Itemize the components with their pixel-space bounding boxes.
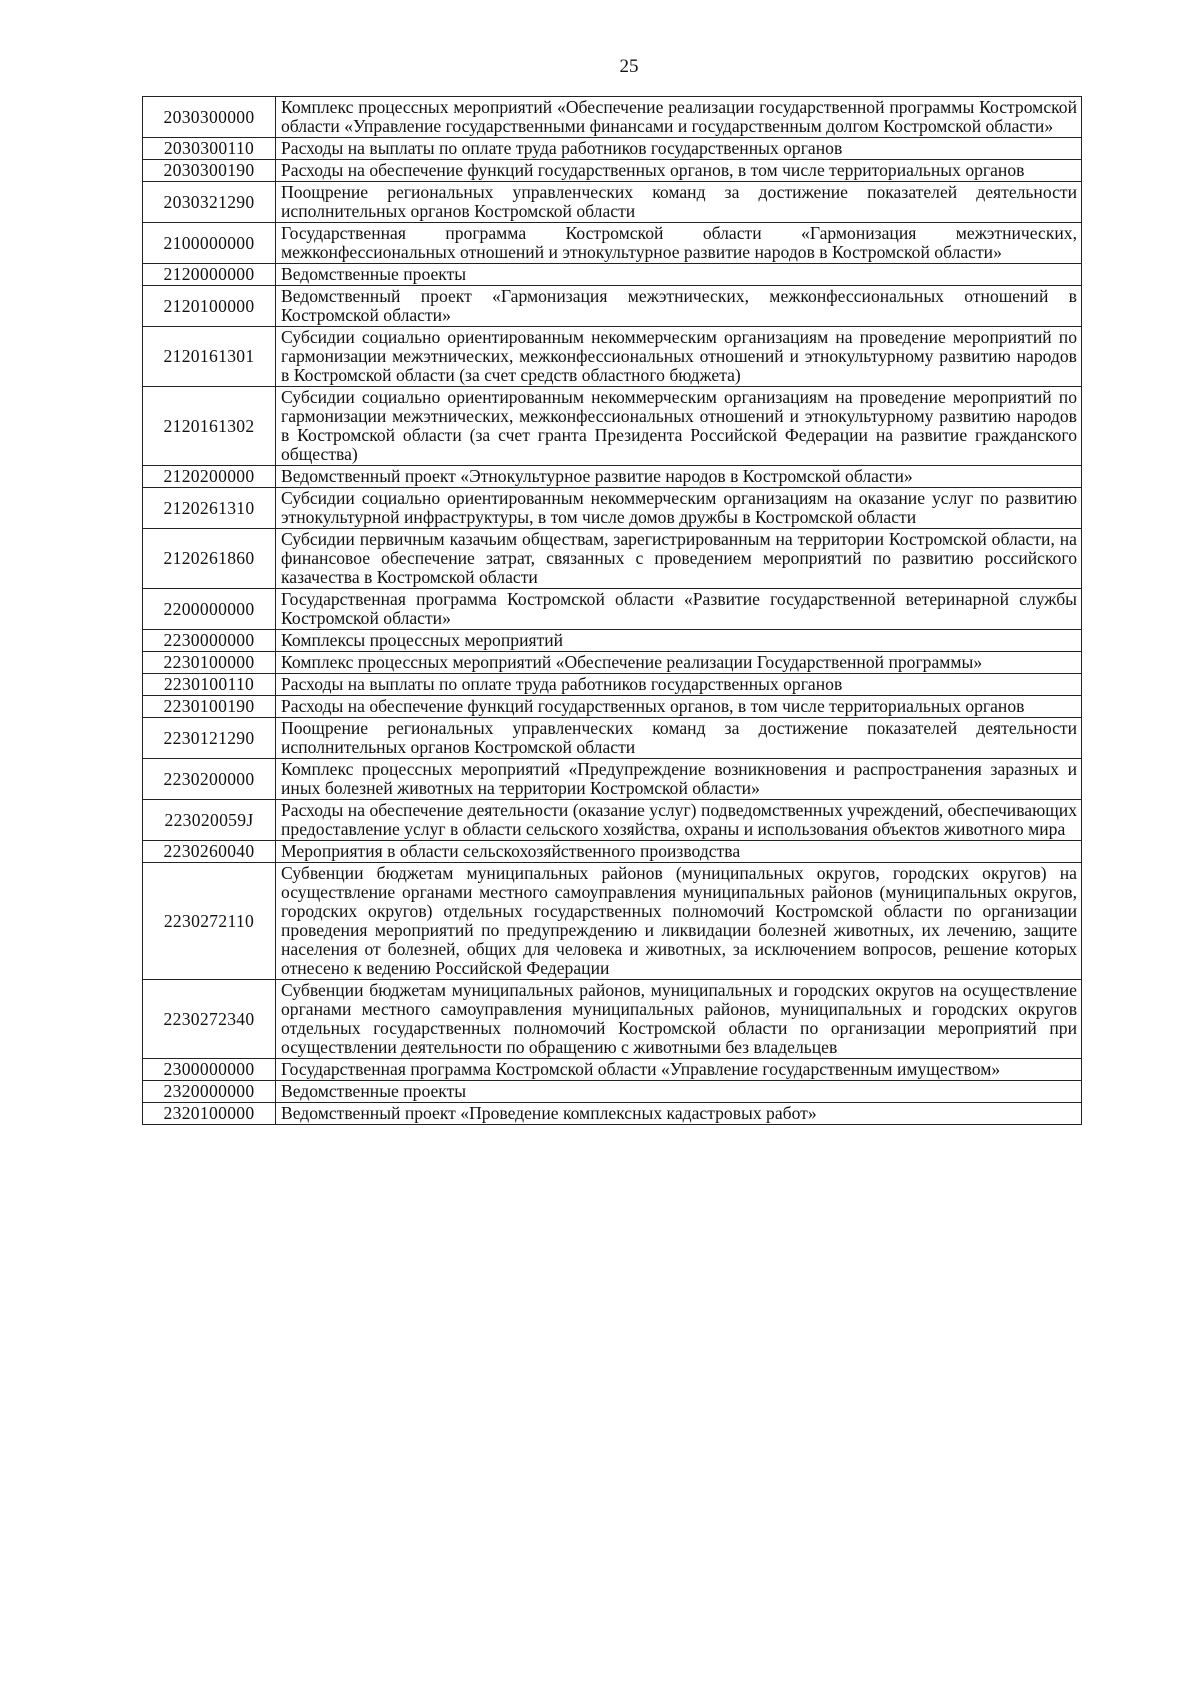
target-article-description: Ведомственный проект «Проведение комплексных кадастровых работ» (276, 1103, 1082, 1125)
target-article-code: 2120000000 (143, 264, 276, 286)
target-article-description: Ведомственные проекты (276, 264, 1082, 286)
target-article-description: Субсидии первичным казачьим обществам, зарегистрированным на территории Костромской области, на финансовое обеспечение затрат, связанных с проведением мероприятий по развитию российского казачества в Костромской области (276, 529, 1082, 589)
target-article-code: 2030300190 (143, 160, 276, 182)
target-article-code: 2120161302 (143, 387, 276, 466)
target-article-description: Расходы на обеспечение функций государственных органов, в том числе территориальных органов (276, 160, 1082, 182)
table-row (143, 718, 1082, 759)
target-article-code: 2230100000 (143, 652, 276, 674)
table-row (143, 327, 1082, 387)
target-article-code: 2320000000 (143, 1081, 276, 1103)
target-article-code: 2230100190 (143, 696, 276, 718)
target-article-code: 223020059J (143, 800, 276, 841)
table-row (143, 138, 1082, 160)
target-article-description: Комплекс процессных мероприятий «Обеспечение реализации государственной программы Костромской области «Управление государственными финансами и государственным долгом Костромской области» (276, 97, 1082, 138)
target-article-code: 2230200000 (143, 759, 276, 800)
target-article-code: 2300000000 (143, 1059, 276, 1081)
target-article-code: 2230272340 (143, 980, 276, 1059)
table-row (143, 841, 1082, 863)
target-article-description: Субсидии социально ориентированным некоммерческим организациям на проведение мероприятий по гармонизации межэтнических, межконфессиональных отношений и этнокультурному развитию народов в Костромской области (за счет средств областного бюджета) (276, 327, 1082, 387)
target-article-code: 2030300000 (143, 97, 276, 138)
table-row (143, 863, 1082, 980)
target-article-code: 2230272110 (143, 863, 276, 980)
table-row (143, 488, 1082, 529)
table-row (143, 529, 1082, 589)
page-number: 25 (619, 56, 639, 77)
target-article-code: 2100000000 (143, 223, 276, 264)
target-article-description: Расходы на обеспечение функций государственных органов, в том числе территориальных органов (276, 696, 1082, 718)
table-row (143, 800, 1082, 841)
target-article-code: 2200000000 (143, 589, 276, 630)
table-row (143, 182, 1082, 223)
table-row (143, 160, 1082, 182)
target-article-description: Комплексы процессных мероприятий (276, 630, 1082, 652)
target-article-description: Комплекс процессных мероприятий «Обеспечение реализации Государственной программы» (276, 652, 1082, 674)
target-article-description: Расходы на выплаты по оплате труда работников государственных органов (276, 138, 1082, 160)
table-row (143, 387, 1082, 466)
target-article-code: 2120261310 (143, 488, 276, 529)
target-article-description: Субсидии социально ориентированным некоммерческим организациям на проведение мероприятий по гармонизации межэтнических, межконфессиональных отношений и этнокультурному развитию народов в Костромской области (за счет гранта Президента Российской Федерации на развитие гражданского общества) (276, 387, 1082, 466)
target-article-description: Субсидии социально ориентированным некоммерческим организациям на оказание услуг по развитию этнокультурной инфраструктуры, в том числе домов дружбы в Костромской области (276, 488, 1082, 529)
target-article-description: Субвенции бюджетам муниципальных районов, муниципальных и городских округов на осуществление органами местного самоуправления муниципальных районов, муниципальных и городских округов отдельных государственных полномочий Костромской области по организации мероприятий при осуществлении деятельности по обращению с животными без владельцев (276, 980, 1082, 1059)
target-article-code: 2030321290 (143, 182, 276, 223)
target-article-code: 2120100000 (143, 286, 276, 327)
table-row (143, 630, 1082, 652)
target-article-code: 2320100000 (143, 1103, 276, 1125)
table-row (143, 696, 1082, 718)
target-article-description: Поощрение региональных управленческих команд за достижение показателей деятельности исполнительных органов Костромской области (276, 182, 1082, 223)
target-article-description: Государственная программа Костромской области «Гармонизация межэтнических, межконфессиональных отношений и этнокультурное развитие народов в Костромской области» (276, 223, 1082, 264)
table-row (143, 466, 1082, 488)
table-row (143, 286, 1082, 327)
table-row (143, 980, 1082, 1059)
table-row (143, 1059, 1082, 1081)
table-row (143, 264, 1082, 286)
target-article-description: Государственная программа Костромской области «Управление государственным имуществом» (276, 1059, 1082, 1081)
target-article-code: 2230000000 (143, 630, 276, 652)
target-article-description: Ведомственный проект «Этнокультурное развитие народов в Костромской области» (276, 466, 1082, 488)
target-article-description: Комплекс процессных мероприятий «Предупреждение возникновения и распространения заразных и иных болезней животных на территории Костромской области» (276, 759, 1082, 800)
table-row (143, 589, 1082, 630)
target-article-description: Поощрение региональных управленческих команд за достижение показателей деятельности исполнительных органов Костромской области (276, 718, 1082, 759)
table-row (143, 759, 1082, 800)
target-article-description: Ведомственные проекты (276, 1081, 1082, 1103)
table-row (143, 1103, 1082, 1125)
target-article-code: 2230121290 (143, 718, 276, 759)
target-article-code: 2120161301 (143, 327, 276, 387)
table-row (143, 97, 1082, 138)
target-article-code: 2030300110 (143, 138, 276, 160)
target-article-code: 2230100110 (143, 674, 276, 696)
target-article-description: Государственная программа Костромской области «Развитие государственной ветеринарной службы Костромской области» (276, 589, 1082, 630)
target-article-code: 2120261860 (143, 529, 276, 589)
table-body (143, 97, 1082, 1125)
table-row (143, 674, 1082, 696)
target-article-description: Расходы на выплаты по оплате труда работников государственных органов (276, 674, 1082, 696)
target-article-description: Расходы на обеспечение деятельности (оказание услуг) подведомственных учреждений, обеспечивающих предоставление услуг в области сельского хозяйства, охраны и использования объектов животного мира (276, 800, 1082, 841)
target-article-code: 2230260040 (143, 841, 276, 863)
target-article-description: Ведомственный проект «Гармонизация межэтнических, межконфессиональных отношений в Костромской области» (276, 286, 1082, 327)
budget-classification-table (142, 96, 1082, 1125)
table-row (143, 1081, 1082, 1103)
target-article-code: 2120200000 (143, 466, 276, 488)
target-article-description: Мероприятия в области сельскохозяйственного производства (276, 841, 1082, 863)
target-article-description: Субвенции бюджетам муниципальных районов (муниципальных округов, городских округов) на осуществление органами местного самоуправления муниципальных районов (муниципальных округов, городских округов) отдельных государственных полномочий Костромской области по организации проведения мероприятий по предупреждению и ликвидации болезней животных, их лечению, защите населения от болезней, общих для человека и животных, за исключением вопросов, решение которых отнесено к ведению Российской Федерации (276, 863, 1082, 980)
table-row (143, 652, 1082, 674)
table-row (143, 223, 1082, 264)
